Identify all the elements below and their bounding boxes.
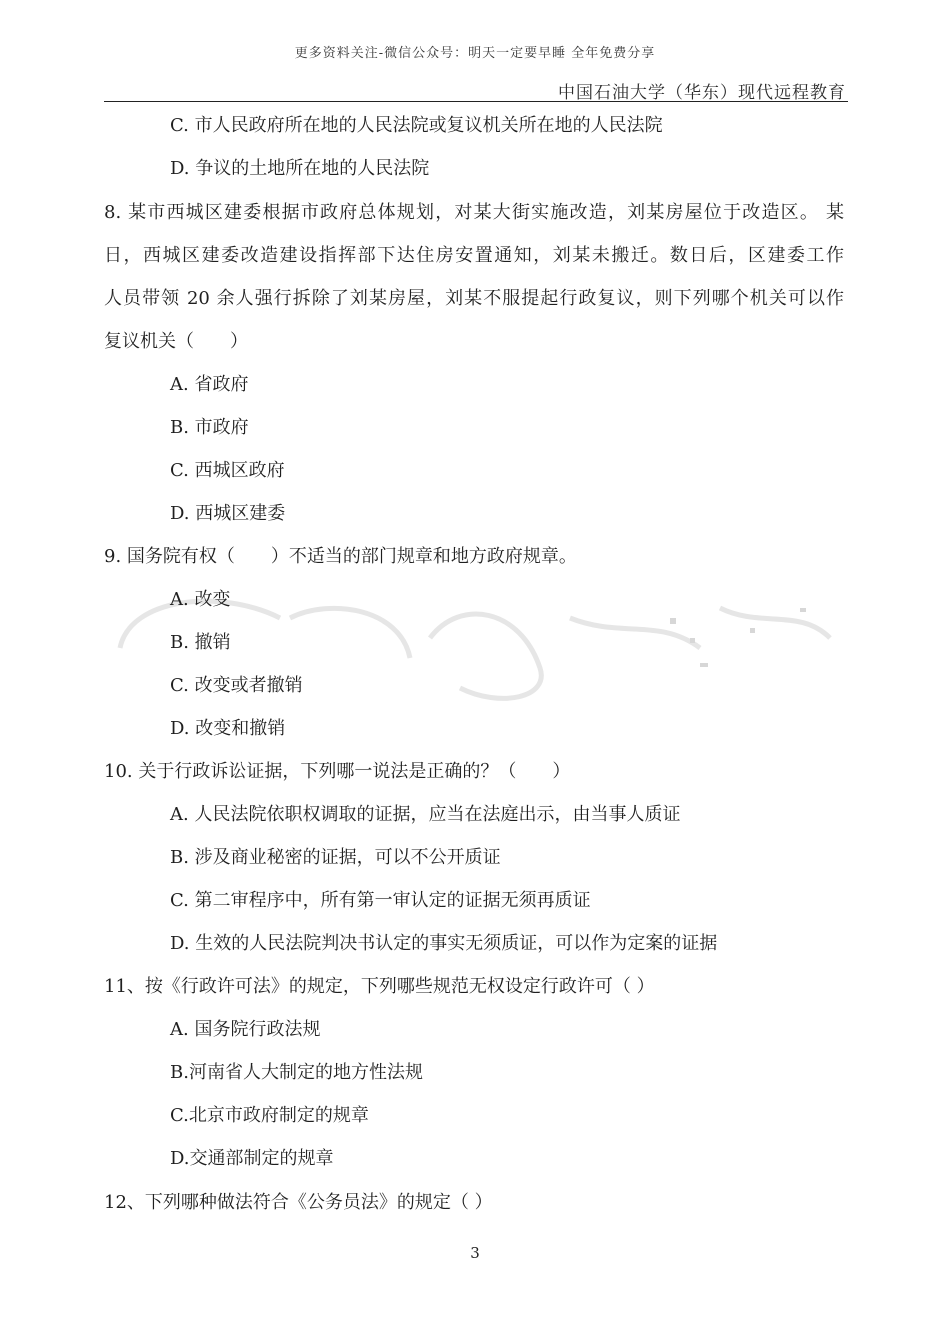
q9-option-d: D. 改变和撤销 <box>170 718 286 739</box>
q9-option-c: C. 改变或者撤销 <box>170 675 303 696</box>
top-note: 更多资料关注-微信公众号：明天一定要早睡 全年免费分享 <box>294 46 656 61</box>
school-name: 中国石油大学（华东）现代远程教育 <box>558 83 846 103</box>
q8-text-line1: 8. 某市西城区建委根据市政府总体规划，对某大街实施改造，刘某房屋位于改造区。 某 <box>104 202 844 223</box>
q8-option-a: A. 省政府 <box>170 374 249 395</box>
q8-text-line2: 日，西城区建委改造建设指挥部下达住房安置通知，刘某未搬迁。数日后，区建委工作 <box>104 245 844 266</box>
q8-option-b: B. 市政府 <box>170 417 249 438</box>
q11-option-d: D.交通部制定的规章 <box>170 1148 334 1169</box>
q7-option-d: D. 争议的土地所在地的人民法院 <box>170 158 430 179</box>
q9-option-b: B. 撤销 <box>170 632 231 653</box>
q11-option-b: B.河南省人大制定的地方性法规 <box>170 1062 423 1083</box>
q11-text: 11、按《行政许可法》的规定，下列哪些规范无权设定行政许可（ ） <box>104 976 655 997</box>
q8-text-line3: 人员带领 20 余人强行拆除了刘某房屋，刘某不服提起行政复议，则下列哪个机关可以作 <box>104 288 844 309</box>
q8-option-d: D. 西城区建委 <box>170 503 286 524</box>
q12-text: 12、下列哪种做法符合《公务员法》的规定（ ） <box>104 1192 493 1213</box>
q9-option-a: A. 改变 <box>170 589 231 610</box>
q10-option-c: C. 第二审程序中，所有第一审认定的证据无须再质证 <box>170 890 591 911</box>
q10-option-a: A. 人民法院依职权调取的证据，应当在法庭出示，由当事人质证 <box>170 804 681 825</box>
q11-option-a: A. 国务院行政法规 <box>170 1019 321 1040</box>
q9-text: 9. 国务院有权（ ）不适当的部门规章和地方政府规章。 <box>104 546 577 567</box>
q8-text-line4: 复议机关（ ） <box>104 331 248 352</box>
page-number: 3 <box>470 1244 480 1262</box>
q10-text: 10. 关于行政诉讼证据，下列哪一说法是正确的？（ ） <box>104 761 571 782</box>
q11-option-c: C.北京市政府制定的规章 <box>170 1105 369 1126</box>
q7-option-c: C. 市人民政府所在地的人民法院或复议机关所在地的人民法院 <box>170 115 663 136</box>
header-rule <box>104 101 848 102</box>
q10-option-b: B. 涉及商业秘密的证据，可以不公开质证 <box>170 847 501 868</box>
q8-option-c: C. 西城区政府 <box>170 460 285 481</box>
q10-option-d: D. 生效的人民法院判决书认定的事实无须质证，可以作为定案的证据 <box>170 933 718 954</box>
